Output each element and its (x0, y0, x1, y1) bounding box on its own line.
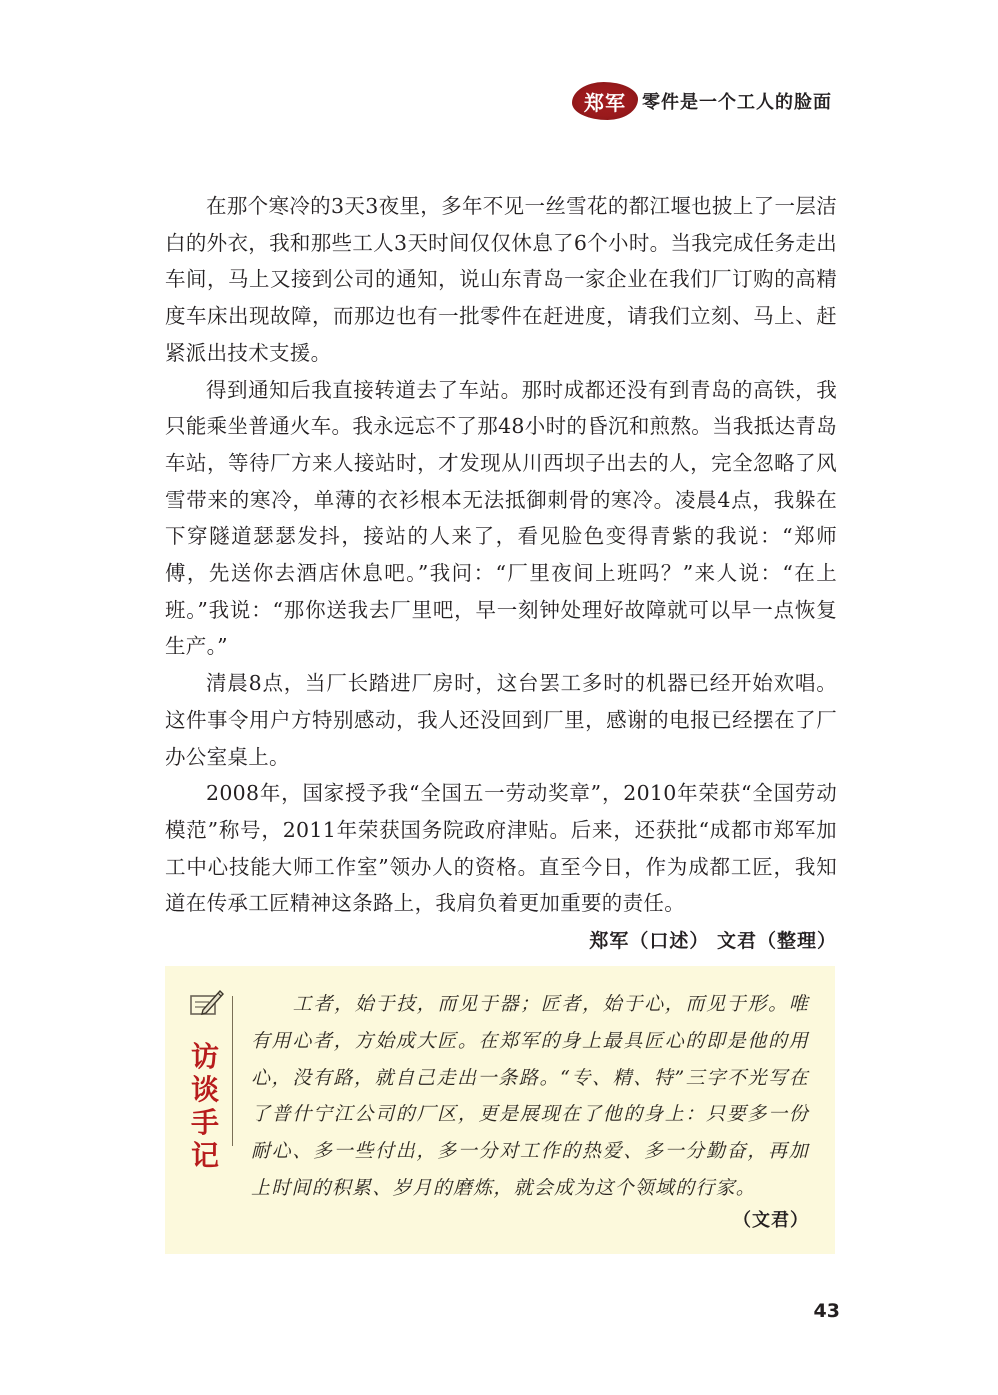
article-body (165, 188, 837, 953)
chapter-stamp-text: 郑军 (584, 90, 626, 115)
page-header (572, 78, 842, 128)
note-divider (232, 996, 233, 1146)
running-title: 零件是一个工人的脸面 (642, 92, 832, 113)
interview-note-text: 工者，始于技，而见于器；匠者，始于心，而见于形。唯有用心者，方始成大匠。在郑军的身上最具匠心的即是他的用心，没有路，就自己走出一条路。“专、精、特”三字不光写在了普什宁江公司的厂区，更是展现在了他的身上：只要多一份耐心、多一些付出，多一分对工作的热爱、多一分勤奋，再加上时间的积累、岁月的磨炼，就会成为这个领域的行家。 (251, 993, 809, 1199)
paragraph: 在那个寒冷的3天3夜里，多年不见一丝雪花的都江堰也披上了一层洁白的外衣，我和那些工人3天时间仅仅休息了6个小时。当我完成任务走出车间，马上又接到公司的通知，说山东青岛一家企业在我们厂订购的高精度车床出现故障，而那边也有一批零件在赶进度，请我们立刻、马上、赶紧派出技术支援。 (165, 194, 837, 365)
paragraph: 2008年，国家授予我“全国五一劳动奖章”，2010年荣获“全国劳动模范”称号，2011年荣获国务院政府津贴。后来，还获批“成都市郑军加工中心技能大师工作室”领办人的资格。直至今日，作为成都工匠，我知道在传承工匠精神这条路上，我肩负着更加重要的责任。 (165, 781, 837, 916)
paragraph: 清晨8点，当厂长踏进厂房时，这台罢工多时的机器已经开始欢唱。这件事令用户方特别感动，我人还没回到厂里，感谢的电报已经摆在了厂办公室桌上。 (165, 671, 837, 769)
paragraph: 得到通知后我直接转道去了车站。那时成都还没有到青岛的高铁，我只能乘坐普通火车。我永远忘不了那48小时的昏沉和煎熬。当我抵达青岛车站，等待厂方来人接站时，才发现从川西坝子出去的人，完全忽略了风雪带来的寒冷，单薄的衣衫根本无法抵御刺骨的寒冷。凌晨4点，我躲在下穿隧道瑟瑟发抖，接站的人来了，看见脸色变得青紫的我说：“郑师傅，先送你去酒店休息吧。”我问：“厂里夜间上班吗？”来人说：“在上班。”我说：“那你送我去厂里吧，早一刻钟处理好故障就可以早一点恢复生产。” (165, 377, 837, 659)
page-number: 43 (813, 1300, 840, 1322)
attribution: 郑军（口述） 文君（整理） (589, 930, 837, 953)
interview-note-box (165, 966, 835, 1254)
notepad-pen-icon (189, 988, 225, 1022)
interview-note-label: 访谈手记 (190, 1040, 219, 1172)
chapter-stamp (572, 82, 638, 120)
interview-note-signature: （文君） (733, 1210, 809, 1231)
